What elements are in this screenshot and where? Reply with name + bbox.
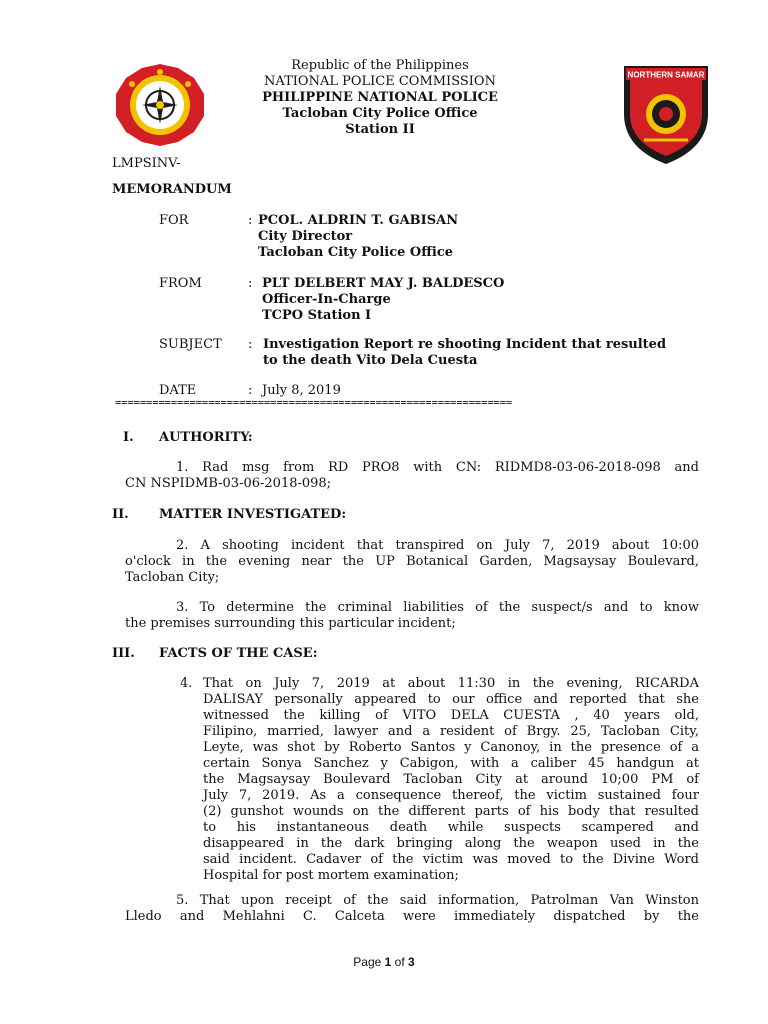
- from-title: Officer-In-Charge: [262, 292, 391, 307]
- subject-line-1: Investigation Report re shooting Incident that resulted: [263, 337, 667, 352]
- subject-colon: :: [248, 337, 253, 352]
- subject-label: SUBJECT: [159, 337, 222, 352]
- shield-banner-text: NORTHERN SAMAR: [627, 70, 705, 80]
- paragraph-5-line-2: Lledo and Mehlahni C. Calceta were immediately dispatched by the: [125, 909, 699, 924]
- section-3-number: III.: [112, 646, 135, 661]
- for-colon: :: [248, 213, 253, 228]
- section-3-title: FACTS OF THE CASE:: [159, 646, 318, 661]
- for-name: PCOL. ALDRIN T. GABISAN: [258, 213, 459, 228]
- paragraph-1-line-1: 1. Rad msg from RD PRO8 with CN: RIDMD8-03-06-2018-098 and: [176, 460, 699, 475]
- northern-samar-shield-logo: [620, 62, 712, 166]
- date-value: July 8, 2019: [262, 383, 341, 398]
- footer-of: of: [391, 955, 409, 969]
- header-republic: Republic of the Philippines: [291, 58, 469, 73]
- memo-title: MEMORANDUM: [112, 182, 232, 197]
- paragraph-2-line-1: 2. A shooting incident that transpired on July 7, 2019 about 10:00: [176, 538, 699, 553]
- footer-page-total: 3: [408, 955, 415, 969]
- paragraph-4-line: said incident. Cadaver of the victim was moved to the Divine Word: [203, 852, 699, 867]
- paragraph-4-number: 4.: [180, 676, 193, 691]
- from-colon: :: [248, 276, 253, 291]
- separator-rule: ================================================================: [115, 397, 513, 409]
- subject-line-2: to the death Vito Dela Cuesta: [263, 353, 478, 368]
- paragraph-4-line: Hospital for post mortem examination;: [203, 868, 459, 883]
- paragraph-3-line-2: the premises surrounding this particular incident;: [125, 616, 456, 631]
- paragraph-4-line: to his instantaneous death while suspects scampered and: [203, 820, 699, 835]
- paragraph-4-line: Leyte, was shot by Roberto Santos y Canonoy, in the presence of a: [203, 740, 699, 755]
- footer-prefix: Page: [353, 955, 385, 969]
- section-1-number: I.: [123, 430, 134, 445]
- header-pnp: PHILIPPINE NATIONAL POLICE: [262, 90, 498, 105]
- for-title: City Director: [258, 229, 353, 244]
- paragraph-4-body: [203, 676, 699, 884]
- paragraph-4-line: the Magsaysay Boulevard Tacloban City at around 10;00 PM of: [203, 772, 699, 787]
- paragraph-4-line: certain Sonya Sanchez y Cabigon, with a caliber 45 handgun at: [203, 756, 699, 771]
- paragraph-4-line: (2) gunshot wounds on the different parts of his body that resulted: [203, 804, 699, 819]
- footer-page-number: 1: [384, 955, 392, 969]
- from-name: PLT DELBERT MAY J. BALDESCO: [262, 276, 505, 291]
- date-label: DATE: [159, 383, 197, 398]
- paragraph-4-line: disappeared in the dark bringing along the weapon used in the: [203, 836, 699, 851]
- from-office: TCPO Station I: [262, 308, 372, 323]
- section-2-title: MATTER INVESTIGATED:: [159, 507, 347, 522]
- paragraph-2-line-3: Tacloban City;: [125, 570, 220, 585]
- paragraph-4-line: DALISAY personally appeared to our office and reported that she: [203, 692, 699, 707]
- date-colon: :: [248, 383, 253, 398]
- paragraph-3-line-1: 3. To determine the criminal liabilities of the suspect/s and to know: [176, 600, 699, 615]
- section-2-number: II.: [112, 507, 129, 522]
- paragraph-2-line-2: o'clock in the evening near the UP Botanical Garden, Magsaysay Boulevard,: [125, 554, 699, 569]
- reference-number: LMPSINV-: [112, 156, 181, 171]
- section-1-title: AUTHORITY:: [159, 430, 253, 445]
- paragraph-4-line: July 7, 2019. As a consequence thereof, the victim sustained four: [203, 788, 699, 803]
- page-footer: [0, 955, 768, 969]
- header-napolcom: NATIONAL POLICE COMMISSION: [264, 74, 496, 89]
- paragraph-4-line: witnessed the killing of VITO DELA CUESTA , 40 years old,: [203, 708, 699, 723]
- paragraph-4-line: That on July 7, 2019 at about 11:30 in the evening, RICARDA: [203, 676, 699, 691]
- for-label: FOR: [159, 213, 189, 228]
- header-station: Station II: [345, 122, 415, 137]
- for-office: Tacloban City Police Office: [258, 245, 454, 260]
- paragraph-1-line-2: CN NSPIDMB-03-06-2018-098;: [125, 476, 332, 491]
- paragraph-5-line-1: 5. That upon receipt of the said information, Patrolman Van Winston: [176, 893, 699, 908]
- from-label: FROM: [159, 276, 202, 291]
- header-tcpo: Tacloban City Police Office: [282, 106, 478, 121]
- paragraph-4-line: Filipino, married, lawyer and a resident of Brgy. 25, Tacloban City,: [203, 724, 699, 739]
